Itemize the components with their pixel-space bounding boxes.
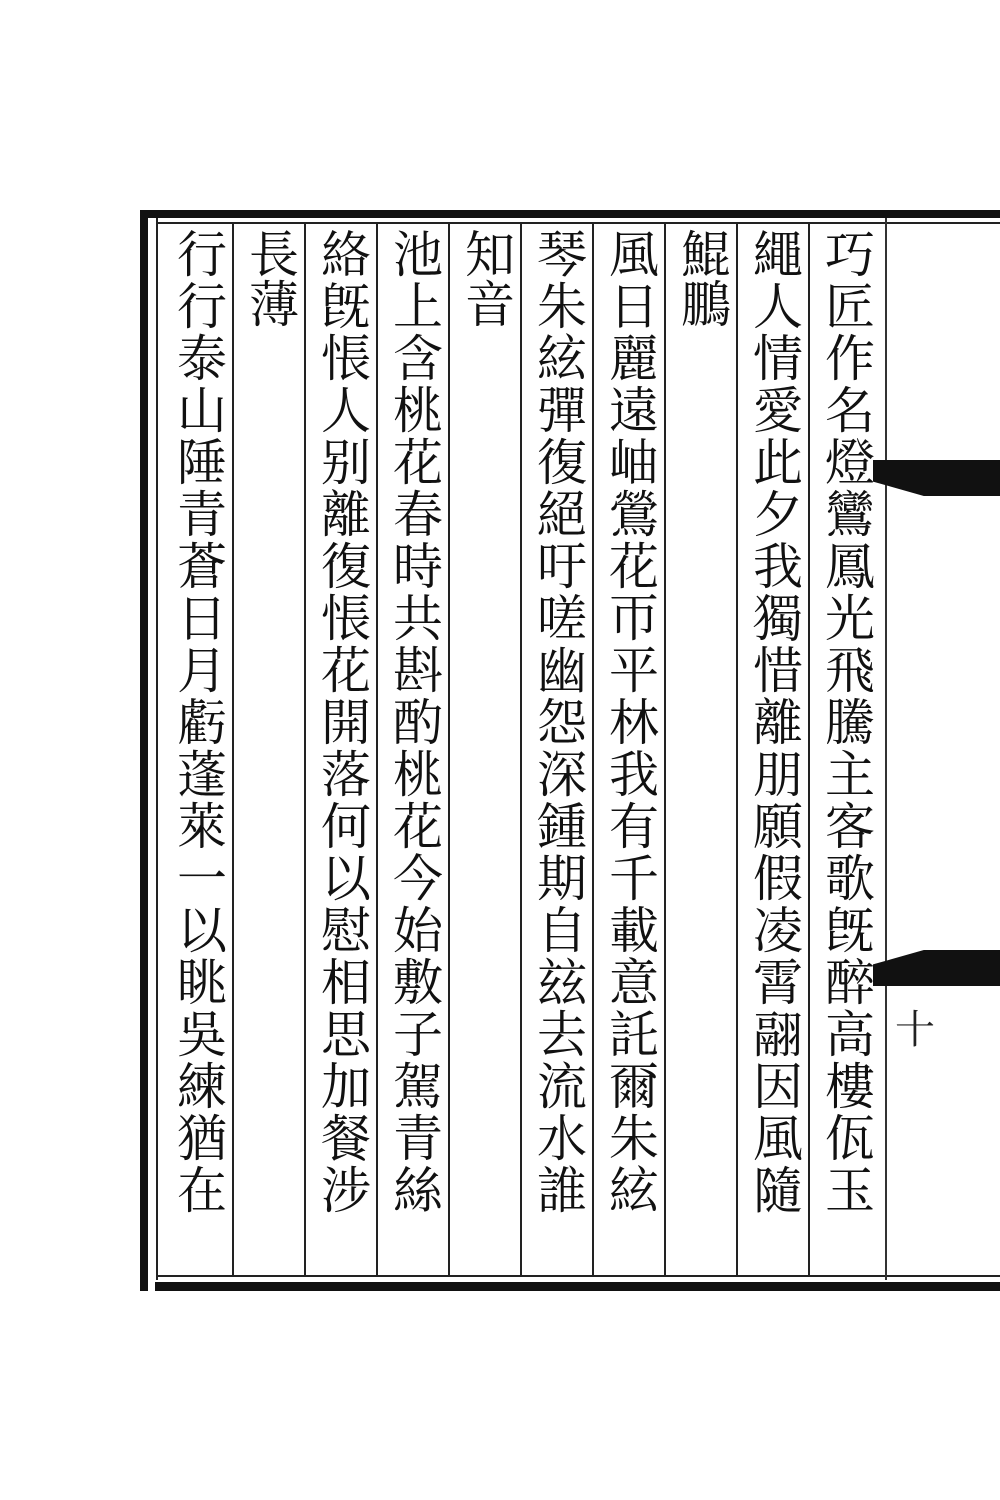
section-heading-zhiyin: 知音 [457,228,515,328]
column-separator [304,222,306,1277]
spine-line [885,218,887,1280]
column-separator [232,222,234,1277]
text-column-10: 行行泰山陲青蒼日月虧蓬萊一以眺吳練猶在 [169,228,227,1216]
frame-top-inner-line [158,222,1000,224]
frame-bottom-border [155,1282,1000,1291]
lower-fish-tail-mark [873,950,1000,986]
text-column-8: 絡旣悵人别離復悵花開落何以慰相思加餐涉 [313,228,371,1216]
frame-left-border [140,210,148,1291]
column-separator [664,222,666,1277]
column-separator [736,222,738,1277]
upper-fish-tail-mark [873,460,1000,496]
text-column-1: 巧匠作名燈鸞鳳光飛騰主客歌旣醉高樓佤玉 [817,228,875,1216]
column-separator [592,222,594,1277]
column-separator [520,222,522,1277]
column-separator [808,222,810,1277]
text-column-2: 繩人情愛此夕我獨惜離朋願假凌霄翮因風隨 [745,228,803,1216]
column-separator [376,222,378,1277]
margin-page-mark: 十 [895,1007,935,1053]
section-heading-kunpeng: 鯤鵬 [673,228,731,328]
text-column-5: 琴朱絃彈復絕吁嗟幽怨深鍾期自玆去流水誰 [529,228,587,1216]
section-heading-changbo: 長薄 [241,228,299,328]
frame-left-inner-line [156,218,158,1280]
frame-top-border [142,210,1000,218]
text-column-7: 池上含桃花春時共斟酌桃花今始敷子駕青絲 [385,228,443,1216]
column-separator [448,222,450,1277]
text-column-4: 風日麗遠岫鶯花帀平林我有千載意託爾朱絃 [601,228,659,1216]
